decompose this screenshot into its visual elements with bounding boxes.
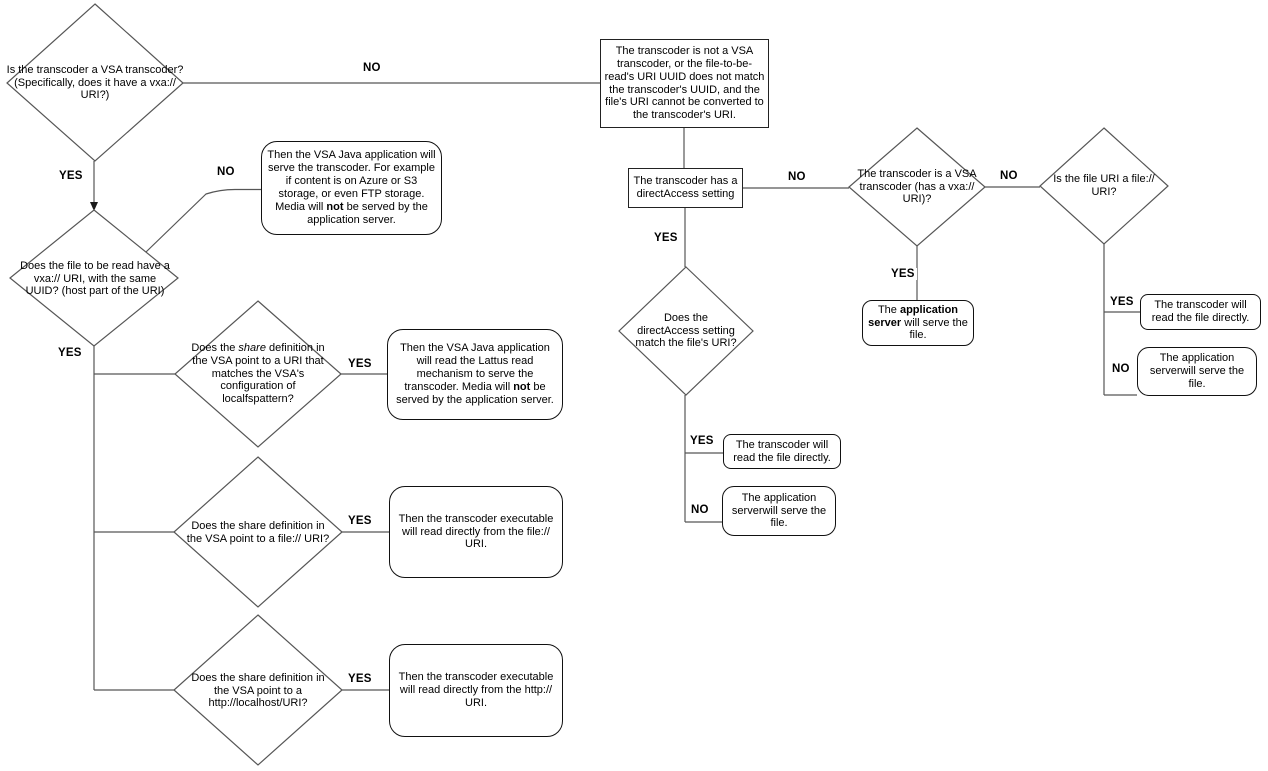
decision-is-vsa <box>6 44 184 122</box>
decision-da-match <box>632 289 740 373</box>
edge-label-yes-directaccess: YES <box>654 232 678 244</box>
decision-file-uri-text: Is the file URI a file:// URI? <box>1053 173 1155 198</box>
state-has-directaccess-box <box>628 168 743 208</box>
decision-is-vsa-text: Is the transcoder a VSA transcoder? (Specifically, does it have a vxa:// URI?) <box>6 63 184 102</box>
edge-label-no-directaccess: NO <box>788 171 806 183</box>
edge-label-no-d1: NO <box>363 62 381 74</box>
result-exec-file-text: Then the transcoder executable will read directly from the file:// URI. <box>398 512 554 551</box>
result-exec-http-text: Then the transcoder executable will read directly from the http:// URI. <box>398 671 554 709</box>
result-appserver-right-box <box>1137 347 1257 396</box>
result-appserver-bold-box <box>862 300 974 346</box>
result-read-direct-center-text: The transcoder will read the file directly. <box>733 438 831 464</box>
decision-file-vxa <box>20 238 170 320</box>
edge-label-yes-d2: YES <box>58 347 82 359</box>
decision-share-file <box>184 494 332 572</box>
state-has-directaccess-text: The transcoder has a directAccess setting <box>633 175 738 200</box>
decision-share-http-text: Does the share definition in the VSA point to a http://localhost/URI? <box>191 671 325 710</box>
edge-label-no-d8: NO <box>1112 363 1130 375</box>
result-lattus-box <box>387 329 563 420</box>
result-vsa-java-serve-text: Then the VSA Java application will serve the transcoder. For example if content is on Azure or S3 storage, or even FTP storage. Media will not be served by the application server. <box>267 149 436 226</box>
edge-label-yes-d3: YES <box>348 358 372 370</box>
result-read-direct-right-text: The transcoder will read the file directly. <box>1151 299 1250 324</box>
decision-da-match-text: Does the directAccess setting match the file's URI? <box>635 311 737 350</box>
edge-label-no-d7: NO <box>1000 170 1018 182</box>
result-lattus-text: Then the VSA Java application will read the Lattus read mechanism to serve the transcoder. Media will not be served by the application server. <box>396 342 554 406</box>
edge-label-yes-d5: YES <box>348 673 372 685</box>
edge-label-yes-d7: YES <box>891 268 915 280</box>
result-appserver-center-text: The application serverwill serve the file. <box>731 491 827 530</box>
decision-share-localfs <box>184 330 332 418</box>
decision-file-vxa-text: Does the file to be read have a vxa:// URI, with the same UUID? (host part of the URI) <box>20 259 170 298</box>
edge-label-yes-d8: YES <box>1110 296 1134 308</box>
result-appserver-right-text: The application serverwill serve the file. <box>1149 352 1245 390</box>
decision-is-vsa-2 <box>853 154 981 220</box>
decision-is-vsa-2-text: The transcoder is a VSA transcoder (has a vxa:// URI)? <box>857 167 977 206</box>
edge-label-yes-d6: YES <box>690 435 714 447</box>
edge-label-yes-d1: YES <box>59 170 83 182</box>
result-exec-http-box <box>389 644 563 737</box>
result-read-direct-center-box <box>723 434 841 469</box>
result-not-vsa-text: The transcoder is not a VSA transcoder, or the file-to-be-read's URI UUID does not match the transcoder's UUID, and the file's URI cannot be converted to the transcoder's URI. <box>604 44 765 122</box>
decision-share-file-text: Does the share definition in the VSA point to a file:// URI? <box>186 520 330 545</box>
result-appserver-bold-text: The application server will serve the file. <box>868 303 968 342</box>
decision-share-localfs-text: Does the share definition in the VSA point to a URI that matches the VSA's configuration of localfspattern? <box>191 341 325 406</box>
decision-share-http <box>184 650 332 732</box>
result-appserver-center-box <box>722 486 836 536</box>
decision-file-uri <box>1046 165 1162 207</box>
edge-label-yes-d4: YES <box>348 515 372 527</box>
edge-label-no-d2: NO <box>217 166 235 178</box>
edge-label-no-d6: NO <box>691 504 709 516</box>
result-not-vsa-box <box>600 39 769 128</box>
result-vsa-java-serve-box <box>261 141 442 235</box>
result-read-direct-right-box <box>1140 294 1261 330</box>
result-exec-file-box <box>389 486 563 578</box>
